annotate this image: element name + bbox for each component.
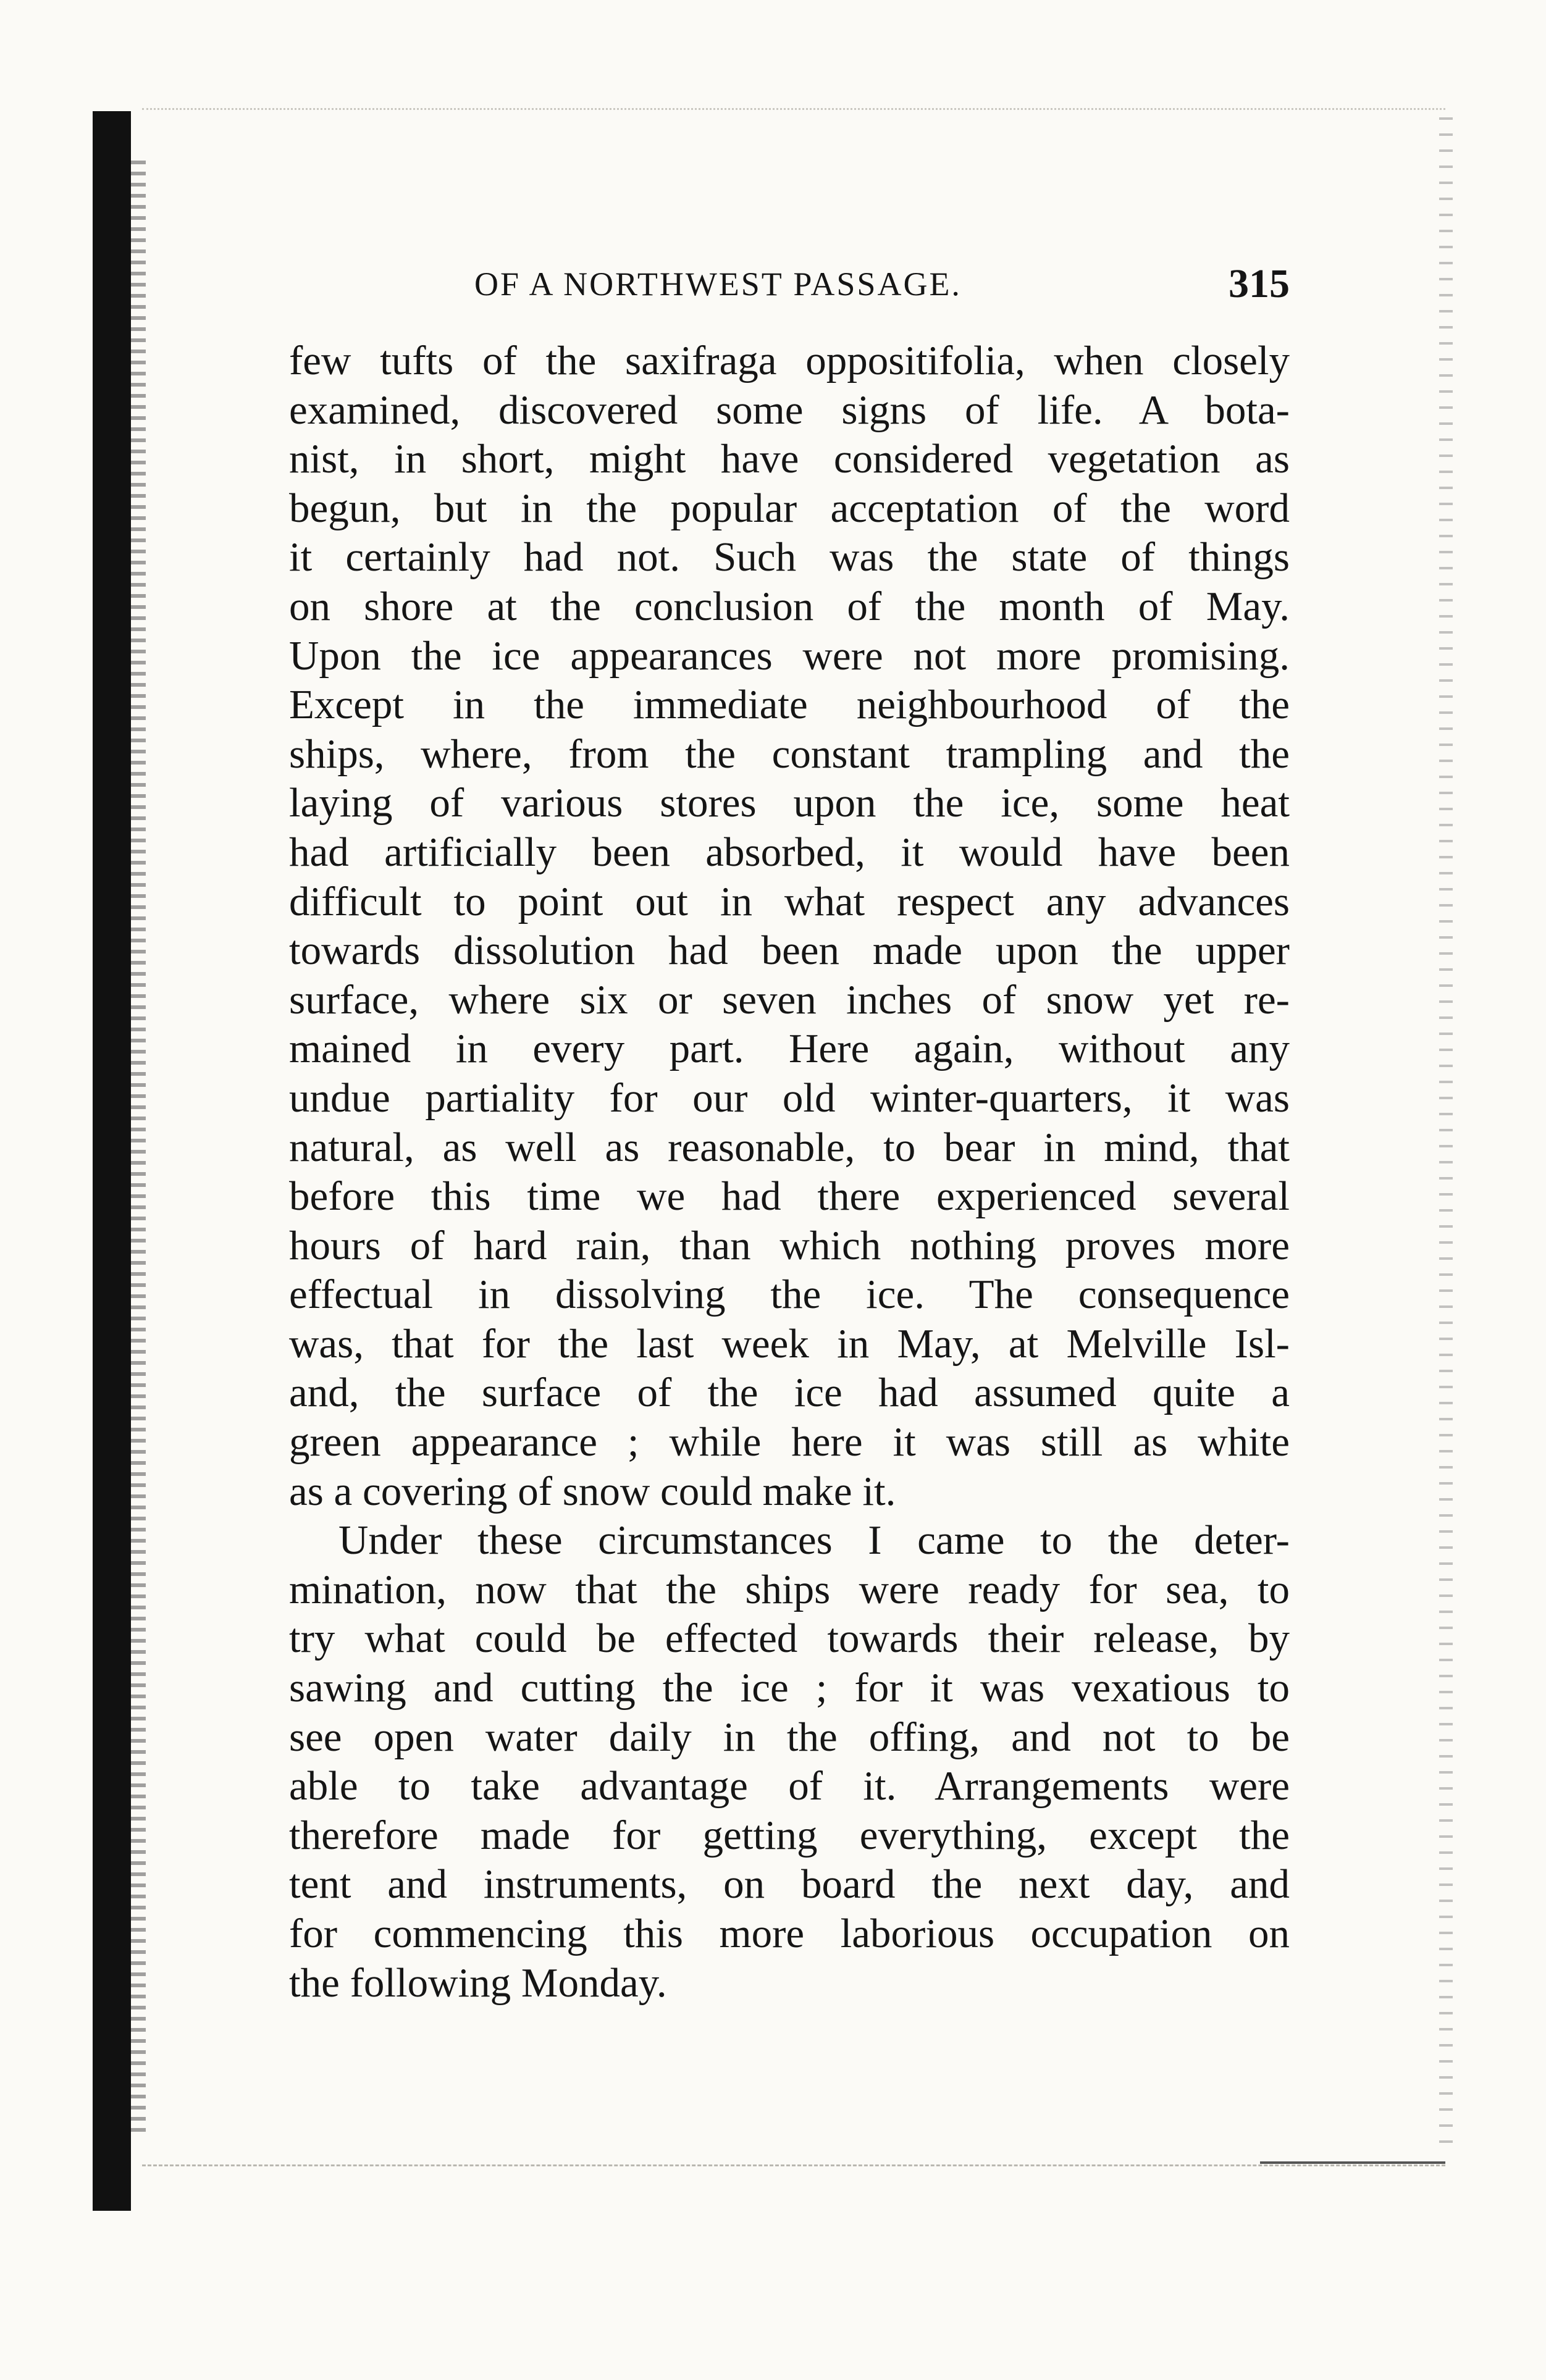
text-line: green appearance ; while here it was still as white (289, 1419, 1290, 1465)
text-line: natural, as well as reasonable, to bear in mind, that (289, 1124, 1290, 1170)
text-line: examined, discovered some signs of life. A bota- (289, 387, 1290, 433)
text-line: mained in every part. Here again, without any (289, 1026, 1290, 1072)
text-line: Under these circumstances I came to the deter- (338, 1517, 1290, 1564)
text-line: see open water daily in the offing, and not to be (289, 1714, 1290, 1760)
text-line: on shore at the conclusion of the month of May. (289, 583, 1290, 629)
text-line: had artificially been absorbed, it would have been (289, 829, 1290, 875)
text-line: as a covering of snow could make it. (289, 1468, 896, 1514)
text-line: few tufts of the saxifraga oppositifolia, when closely (289, 338, 1290, 383)
text-line: Except in the immediate neighbourhood of the (289, 682, 1290, 728)
book-spine-shadow (93, 111, 131, 2211)
text-line: it certainly had not. Such was the state of things (289, 534, 1290, 580)
text-line: hours of hard rain, than which nothing proves more (289, 1222, 1290, 1268)
running-title: OF A NORTHWEST PASSAGE. (474, 266, 962, 303)
text-line: undue partiality for our old winter-quarters, it was (289, 1075, 1290, 1121)
text-line: ships, where, from the constant trampling and the (289, 731, 1290, 777)
page-number: 315 (1229, 261, 1290, 306)
text-line: nist, in short, might have considered vegetation as (289, 436, 1290, 482)
text-line: laying of various stores upon the ice, some heat (289, 780, 1290, 826)
text-line: before this time we had there experienced several (289, 1173, 1290, 1220)
body-text (289, 337, 1290, 2008)
text-line: difficult to point out in what respect any advances (289, 878, 1290, 924)
text-line: Upon the ice appearances were not more promising. (289, 632, 1290, 679)
text-line: mination, now that the ships were ready for sea, to (289, 1566, 1290, 1612)
bottom-edge-line (1260, 2161, 1445, 2164)
text-line: begun, but in the popular acceptation of the word (289, 485, 1290, 531)
top-scan-edge (142, 108, 1445, 110)
paragraph-2 (289, 1516, 1290, 2008)
bottom-scan-edge (142, 2164, 1445, 2166)
paragraph-1 (289, 337, 1290, 1516)
text-line: for commencing this more laborious occupation on (289, 1911, 1290, 1956)
spine-edge-texture (131, 161, 146, 2137)
text-line: and, the surface of the ice had assumed quite a (289, 1370, 1290, 1416)
text-line: try what could be effected towards their release, by (289, 1615, 1290, 1662)
text-line: therefore made for getting everything, except the (289, 1812, 1290, 1858)
text-line: surface, where six or seven inches of snow yet re- (289, 976, 1290, 1023)
text-line: effectual in dissolving the ice. The consequence (289, 1272, 1290, 1318)
text-line: was, that for the last week in May, at Melville Isl- (289, 1320, 1290, 1367)
text-line: sawing and cutting the ice ; for it was vexatious to (289, 1665, 1290, 1711)
text-line: able to take advantage of it. Arrangements were (289, 1763, 1290, 1809)
text-line: tent and instruments, on board the next day, and (289, 1861, 1290, 1908)
running-header (289, 258, 1290, 310)
page-right-edge (1439, 117, 1453, 2155)
text-line: towards dissolution had been made upon the upper (289, 928, 1290, 974)
text-line: the following Monday. (289, 1959, 667, 2006)
